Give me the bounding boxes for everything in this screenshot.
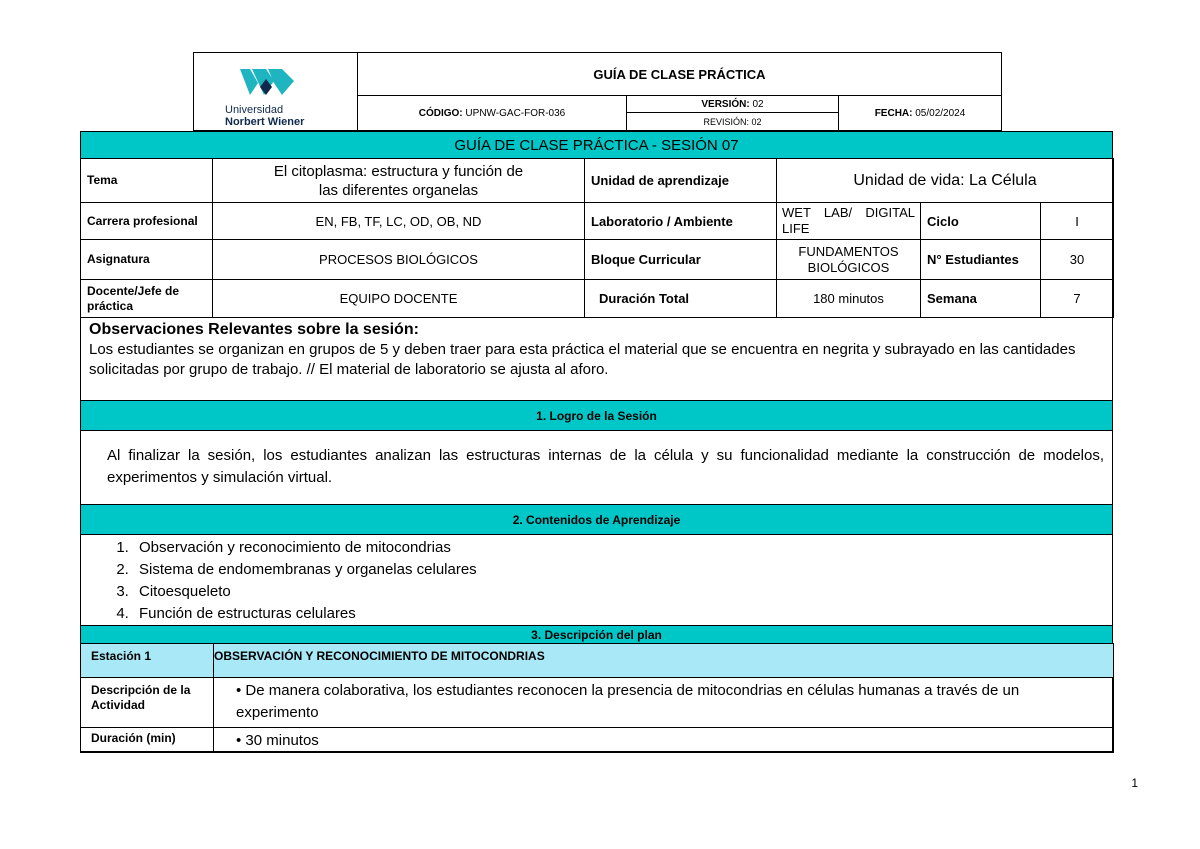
contenidos-list [81,537,1112,625]
logro-text: Al finalizar la sesión, los estudiantes analizan las estructuras internas de la célula y su funcionalidad mediante la construcción de modelos, experimentos y simulación virtual. [107,447,1104,486]
session-title: GUÍA DE CLASE PRÁCTICA - SESIÓN 07 [80,131,1113,159]
asignatura-label: Asignatura [80,239,213,280]
unidad-label: Unidad de aprendizaje [584,158,777,203]
tema-line1: El citoplasma: estructura y función de [273,162,524,180]
desc-value: • De manera colaborativa, los estudiantes reconocen la presencia de mitocondrias en células humanas a través de un experimento [213,677,1114,728]
version-cell [626,95,839,113]
page-number: 1 [1131,776,1138,790]
document-title: GUÍA DE CLASE PRÁCTICA [357,52,1002,96]
nest-label: N° Estudiantes [920,239,1041,280]
logro-section [80,430,1113,505]
semana-value: 7 [1040,279,1114,318]
ciclo-label: Ciclo [920,202,1041,240]
logo-line2: Norbert Wiener [225,116,305,128]
duracion-label: Duración Total [584,279,777,318]
list-item: 4. Función de estructuras celulares [133,603,1112,625]
date-label: FECHA: [874,107,913,119]
unidad-value: Unidad de vida: La Célula [776,158,1114,203]
date-value: 05/02/2024 [915,107,966,119]
code-label: CÓDIGO: [418,107,463,119]
nest-value: 30 [1040,239,1114,280]
code-value: UPNW-GAC-FOR-036 [465,107,566,119]
tema-line2: las diferentes organelas [318,181,479,199]
carrera-label: Carrera profesional [80,202,213,240]
observaciones-title: Observaciones Relevantes sobre la sesión: [89,321,419,338]
logo-line1: Universidad [225,104,284,116]
semana-label: Semana [920,279,1041,318]
logro-title: 1. Logro de la Sesión [80,400,1113,431]
plan-title: 3. Descripción del plan [80,625,1113,644]
list-item: 3. Citoesqueleto [133,581,1112,603]
dur-value: • 30 minutos [213,727,1114,753]
docente-label: Docente/Jefe de práctica [80,279,213,318]
date-cell [838,95,1002,131]
lab-label: Laboratorio / Ambiente [584,202,777,240]
dur-label: Duración (min) [80,727,214,753]
logo-cell [193,52,358,131]
desc-label: Descripción de la Actividad [80,677,214,728]
revision-cell: REVISIÓN: 02 [626,112,839,131]
version-label: VERSIÓN: [701,98,750,110]
bloque-value: FUNDAMENTOS BIOLÓGICOS [776,239,921,280]
university-logo-icon [238,67,298,97]
observaciones-text: Los estudiantes se organizan en grupos de 5 y deben traer para esta práctica el material que se encuentra en negrita y subrayado en las cantidades solicitadas por grupo de trabajo. // El material de laboratorio se ajusta al aforo. [89,341,1076,378]
code-cell [357,95,627,131]
list-item: 1. Observación y reconocimiento de mitocondrias [133,537,1112,559]
docente-value: EQUIPO DOCENTE [212,279,585,318]
station-value: OBSERVACIÓN Y RECONOCIMIENTO DE MITOCONDRIAS [213,643,1114,678]
main-table [80,131,1113,752]
observaciones-section [80,317,1113,401]
ciclo-value: I [1040,202,1114,240]
contenidos-title: 2. Contenidos de Aprendizaje [80,504,1113,535]
contenidos-section [80,534,1113,626]
lab-value: WET LAB/ DIGITAL LIFE [776,202,921,240]
version-value: 02 [752,98,764,110]
station-label: Estación 1 [80,643,214,678]
duracion-value: 180 minutos [776,279,921,318]
list-item: 2. Sistema de endomembranas y organelas celulares [133,559,1112,581]
carrera-value: EN, FB, TF, LC, OD, OB, ND [212,202,585,240]
bloque-label: Bloque Curricular [584,239,777,280]
tema-value [212,158,585,203]
asignatura-value: PROCESOS BIOLÓGICOS [212,239,585,280]
tema-label: Tema [80,158,213,203]
